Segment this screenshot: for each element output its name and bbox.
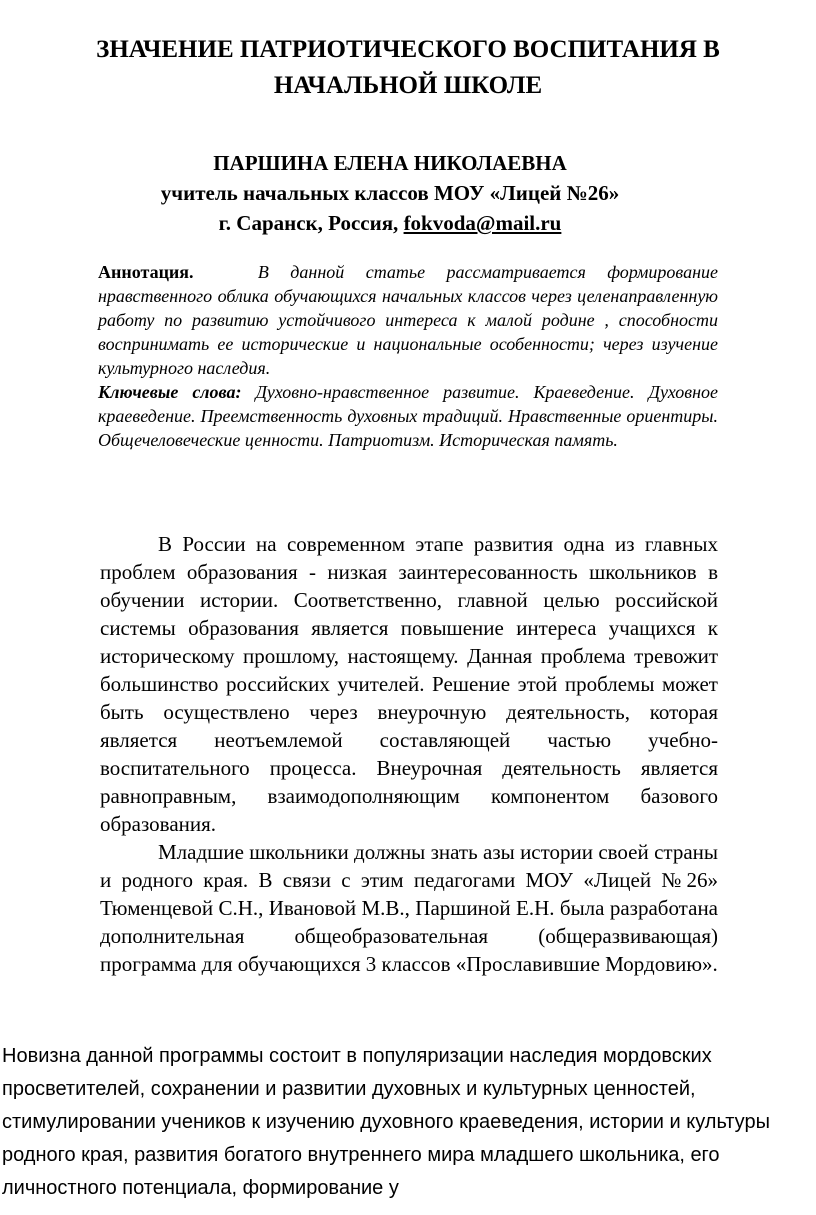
- article-body: [100, 530, 718, 978]
- keywords-text: Духовно-нравственное развитие. Краеведение. Духовное краеведение. Преемственность духовных традиций. Нравственные ориентиры. Общечеловеческие ценности. Патриотизм. Историческая память.: [98, 382, 718, 450]
- author-block: [130, 148, 650, 238]
- keywords-label: Ключевые слова:: [98, 382, 242, 402]
- article-title: ЗНАЧЕНИЕ ПАТРИОТИЧЕСКОГО ВОСПИТАНИЯ В НАЧАЛЬНОЙ ШКОЛЕ: [96, 36, 720, 99]
- author-location-line: [130, 208, 650, 238]
- author-location: г. Саранск, Россия,: [218, 211, 399, 235]
- author-email-link[interactable]: fokvoda@mail.ru: [403, 211, 562, 235]
- keywords-paragraph: [98, 380, 718, 452]
- body-paragraph-1: В России на современном этапе развития одна из главных проблем образования - низкая заинтересованность школьников в обучении истории. Соответственно, главной целью российской системы образования является повышение интереса учащихся к историческому прошлому, настоящему. Данная проблема тревожит большинство российских учителей. Решение этой проблемы может быть осуществлено через внеурочную деятельность, которая является неотъемлемой составляющей частью учебно-воспитательного процесса. Внеурочная деятельность является равноправным, взаимодополняющим компонентом базового образования.: [100, 532, 718, 836]
- author-name: ПАРШИНА ЕЛЕНА НИКОЛАЕВНА: [213, 151, 567, 175]
- body-paragraph-3: Новизна данной программы состоит в популяризации наследия мордовских просветителей, сохранении и развитии духовных и культурных ценностей, стимулировании учеников к изучению духовного краеведения, истории и культуры родного края, развития богатого внутреннего мира младшего школьника, его личностного потенциала, формирование у: [2, 1045, 770, 1199]
- abstract-block: [98, 260, 718, 452]
- body-paragraph-2: Младшие школьники должны знать азы истории своей страны и родного края. В связи с этим педагогами МОУ «Лицей №26» Тюменцевой С.Н., Ивановой М.В., Паршиной Е.Н. была разработана дополнительная общеобразовательная (общеразвивающая) программа для обучающихся 3 классов «Прославившие Мордовию».: [100, 840, 718, 976]
- abstract-paragraph: [98, 260, 718, 380]
- abstract-text: В данной статье рассматривается формирование нравственного облика обучающихся начальных классов через целенаправленную работу по развитию устойчивого интереса к малой родине , способности воспринимать ее исторические и национальные особенности; через изучение культурного наследия.: [98, 262, 718, 378]
- author-position: учитель начальных классов МОУ «Лицей №26»: [160, 181, 620, 205]
- abstract-label: Аннотация.: [98, 262, 194, 282]
